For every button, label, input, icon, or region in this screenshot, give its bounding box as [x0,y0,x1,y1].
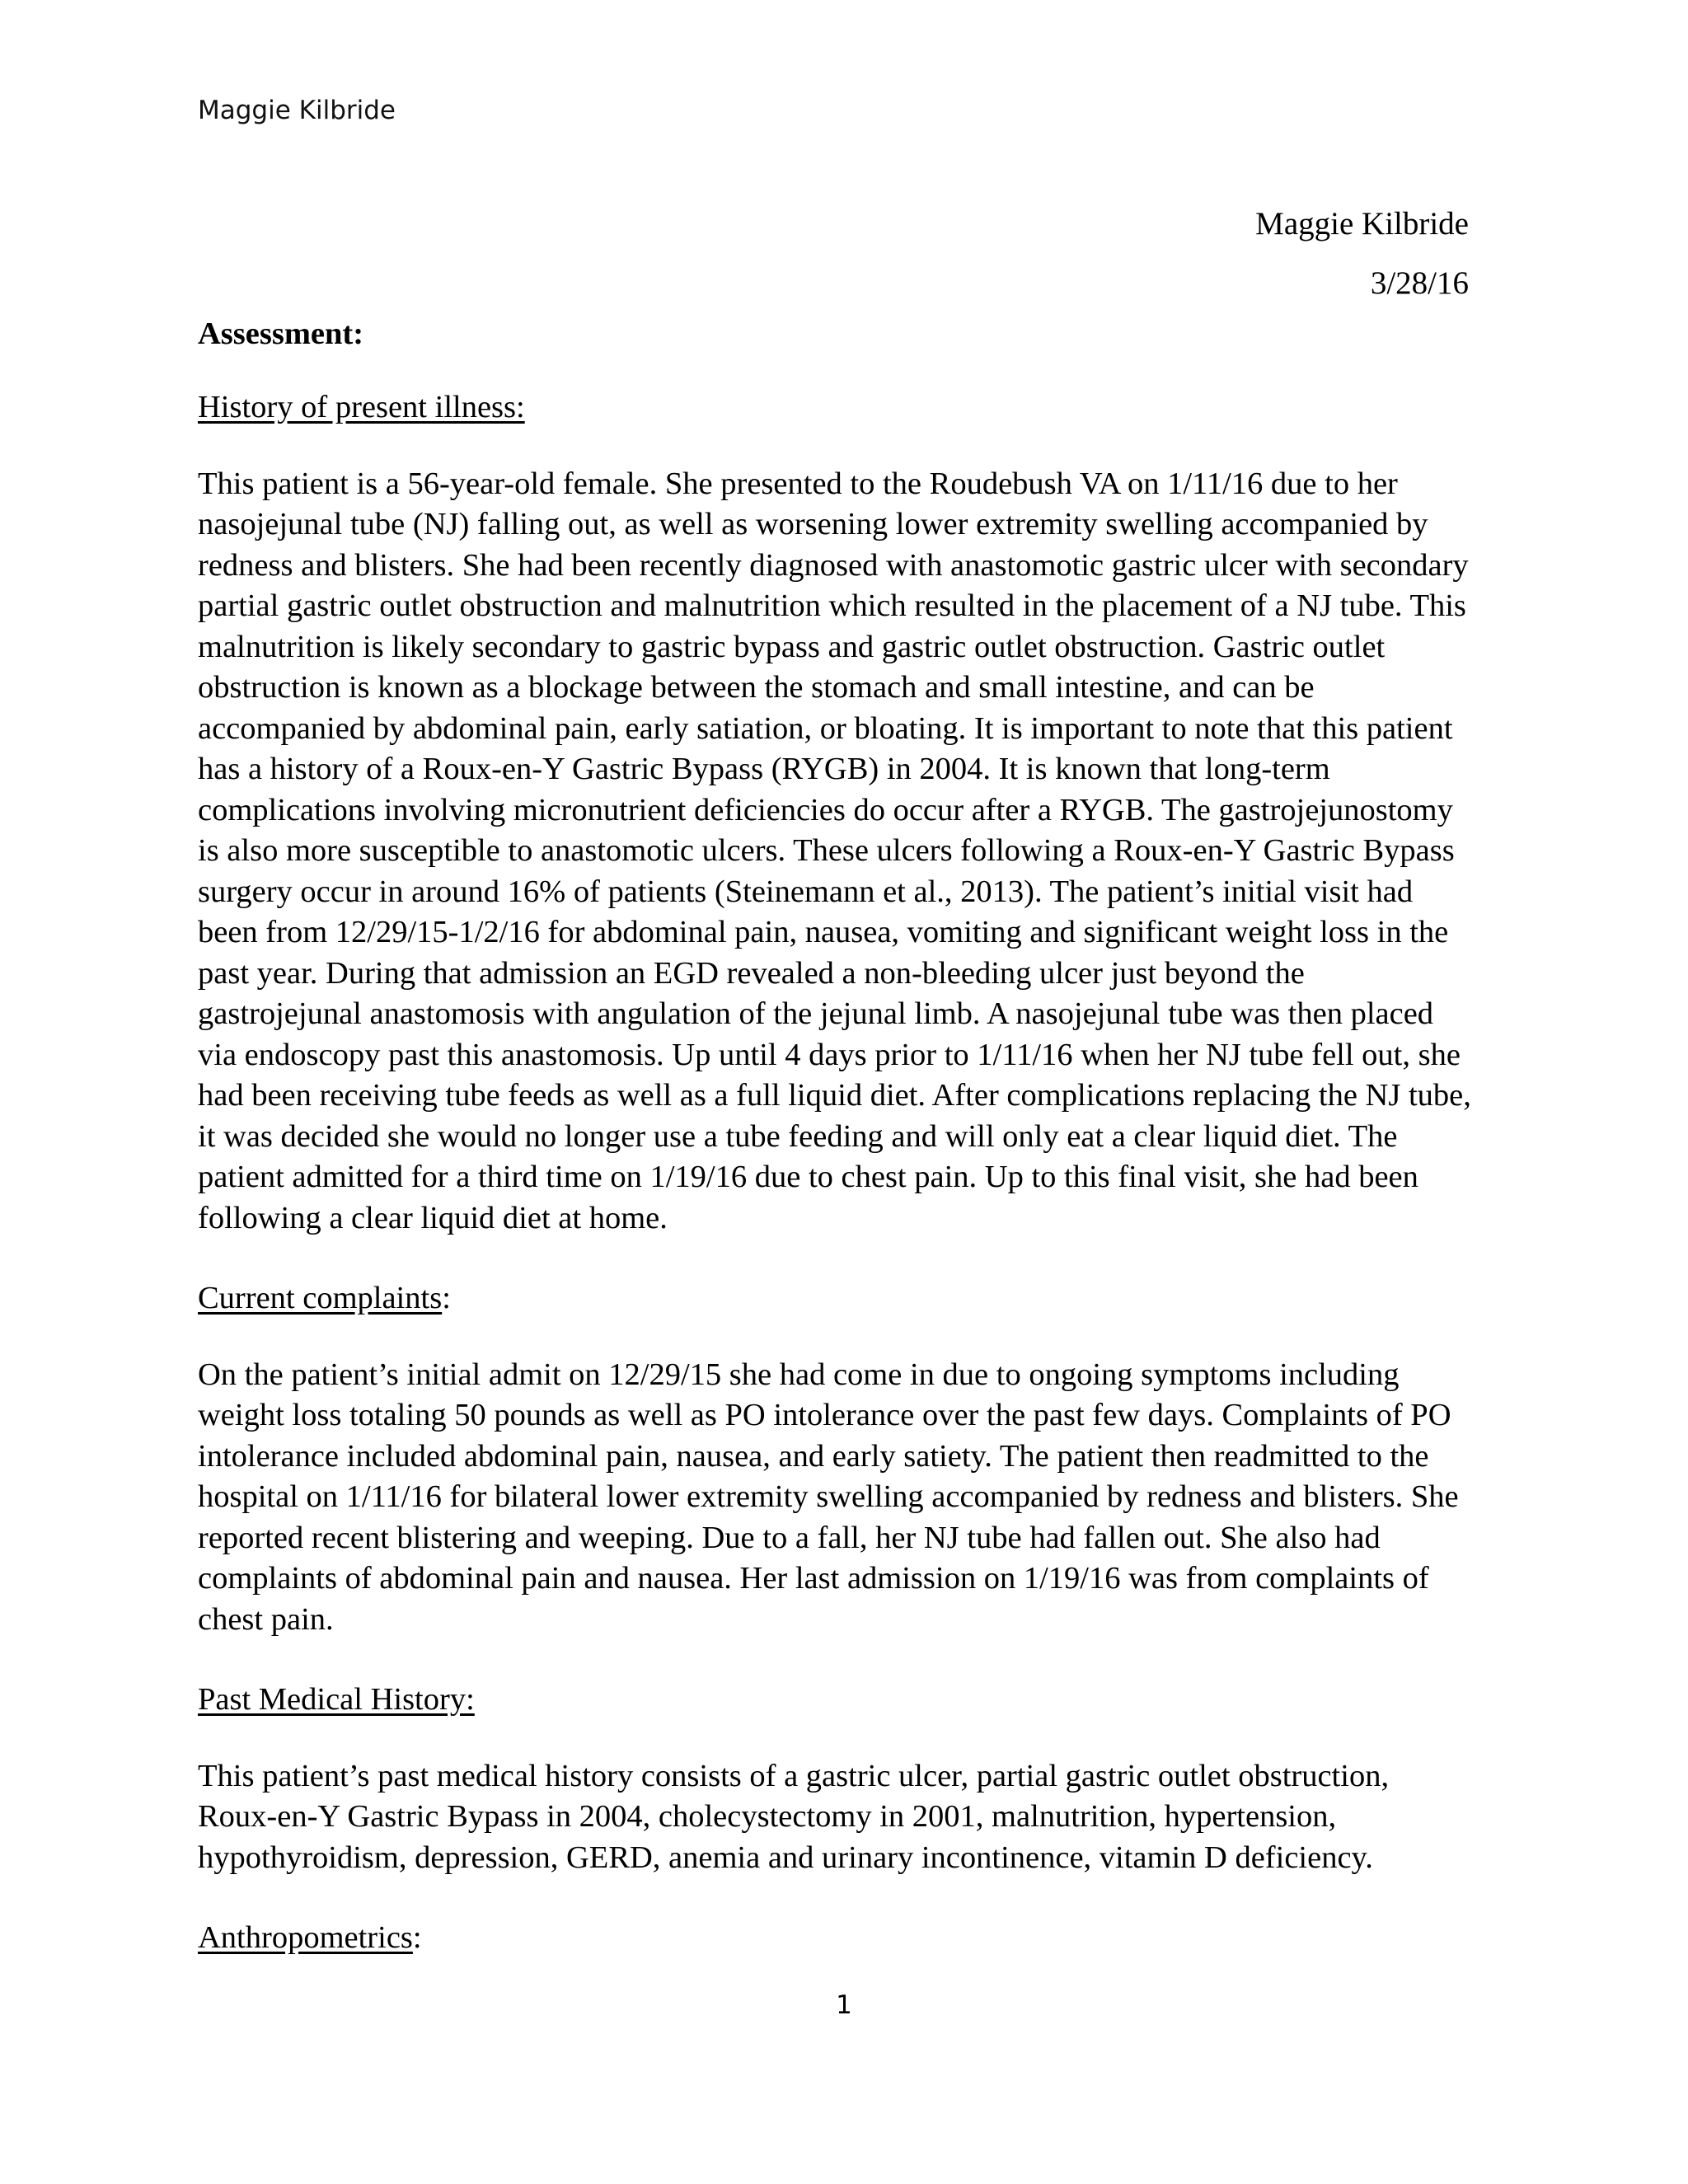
paragraph-complaints: On the patient’s initial admit on 12/29/15 she had come in due to ongoing symptoms including weight loss totaling 50 pounds as well as PO intolerance over the past few days. Complaints of PO intolerance included abdominal pain, nausea, and early satiety. The patient then readmitted to the hospital on 1/11/16 for bilateral lower extremity swelling accompanied by redness and blisters. She reported recent blistering and weeping. Due to a fall, her NJ tube had fallen out. She also had complaints of abdominal pain and nausea. Her last admission on 1/19/16 was from complaints of chest pain. [198,1357,1459,1637]
section-heading-pmh [198,1680,1471,1721]
section-heading-hpi-text: History of present illness: [198,390,525,424]
document-body [198,313,1471,1994]
paragraph-hpi: This patient is a 56-year-old female. She presented to the Roudebush VA on 1/11/16 due to her nasojejunal tube (NJ) falling out, as well as worsening lower extremity swelling accompanied by redness and blisters. She had been recently diagnosed with anastomotic gastric ulcer with secondary partial gastric outlet obstruction and malnutrition which resulted in the placement of a NJ tube. This malnutrition is likely secondary to gastric bypass and gastric outlet obstruction. Gastric outlet obstruction is known as a blockage between the stomach and small intestine, and can be accompanied by abdominal pain, early satiation, or bloating. It is important to note that this patient has a history of a Roux-en-Y Gastric Bypass (RYGB) in 2004. It is known that long-term complications involving micronutrient deficiencies do occur after a RYGB. The gastrojejunostomy is also more susceptible to anastomotic ulcers. These ulcers following a Roux-en-Y Gastric Bypass surgery occur in around 16% of patients (Steinemann et al., 2013). The patient’s initial visit had been from 12/29/15-1/2/16 for abdominal pain, nausea, vomiting and significant weight loss in the past year. During that admission an EGD revealed a non-bleeding ulcer just beyond the gastrojejunal anastomosis with angulation of the jejunal limb. A nasojejunal tube was then placed via endoscopy past this anastomosis. Up until 4 days prior to 1/11/16 when her NJ tube fell out, she had been receiving tube feeds as well as a full liquid diet. After complications replacing the NJ tube, it was decided she would no longer use a tube feeding and will only eat a clear liquid diet. The patient admitted for a third time on 1/19/16 due to chest pain. Up to this final visit, she had been following a clear liquid diet at home. [198,466,1471,1235]
document-title: Assessment: [198,316,364,351]
document-date: 3/28/16 [1370,265,1469,301]
section-heading-anthropometrics-colon: : [412,1920,422,1955]
page-number: 1 [836,1990,852,2020]
running-header: Maggie Kilbride [198,96,396,125]
section-heading-pmh-text: Past Medical History: [198,1682,475,1717]
author-block [1255,194,1469,313]
section-heading-complaints [198,1278,1471,1319]
section-heading-complaints-text: Current complaints [198,1281,443,1315]
section-heading-anthropometrics-text: Anthropometrics [198,1920,413,1955]
section-heading-complaints-colon: : [442,1281,451,1315]
section-heading-anthropometrics [198,1918,1471,1959]
section-heading-hpi [198,387,1471,429]
author-name: Maggie Kilbride [1255,206,1469,241]
paragraph-pmh: This patient’s past medical history consists of a gastric ulcer, partial gastric outlet obstruction, Roux-en-Y Gastric Bypass in 2004, cholecystectomy in 2001, malnutrition, hypertension, hypothyroidism, depression, GERD, anemia and urinary incontinence, vitamin D deficiency. [198,1758,1390,1875]
